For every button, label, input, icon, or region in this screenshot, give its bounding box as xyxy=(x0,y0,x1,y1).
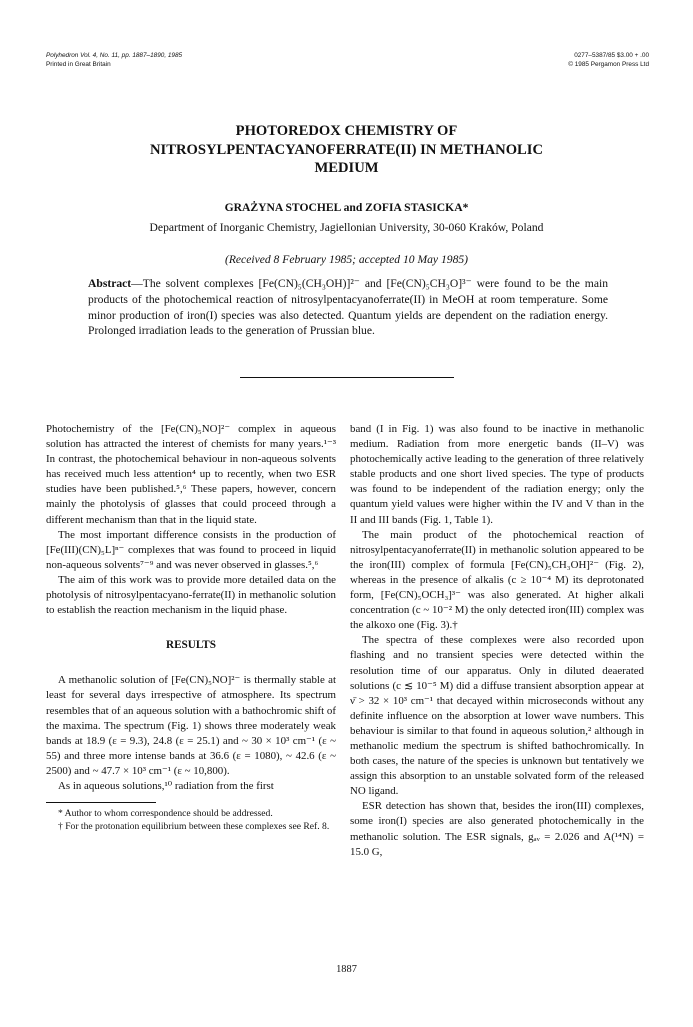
paragraph: The aim of this work was to provide more detailed data on the photolysis of nitrosylpentacyano-ferrate(II) in methanolic solution to establish the reaction mechanism in the liquid phase. xyxy=(46,573,336,617)
title-line-3: MEDIUM xyxy=(314,160,379,176)
paragraph: Photochemistry of the [Fe(CN)₅NO]²⁻ complex in aqueous solution has attracted the interest of chemists for many years.¹⁻³ In contrast, the photochemical behaviour in non-aqueous solvents has received much less attention⁴ up to recently, when two ESR studies have been published.⁵,⁶ These papers, however, concern mainly the photolysis of glasses that could proceed through a different mechanism than that in the liquid state. xyxy=(46,423,336,526)
section-divider xyxy=(240,377,454,378)
footnote: † For the protonation equilibrium between these complexes see Ref. 8. xyxy=(58,820,330,832)
left-column xyxy=(46,422,336,833)
journal-citation xyxy=(46,52,182,69)
title-line-2: NITROSYLPENTACYANOFERRATE(II) IN METHANOLIC xyxy=(150,141,543,158)
abstract-text: —The solvent complexes [Fe(CN)₅(CH₃OH)]²⁻ and [Fe(CN)₅CH₃O]³⁻ were found to be the main products of the photochemical reaction of nitrosylpentacyanoferrate(II) in MeOH at room temperature. Some minor production of iron(I) species was also detected. Quantum yields are dependent on the radiation energy. Prolonged irradiation leads to the generation of Prussian blue. xyxy=(88,277,608,338)
copyright-line: © 1985 Pergamon Press Ltd xyxy=(568,60,649,68)
abstract-label: Abstract xyxy=(88,277,132,290)
paragraph: The most important difference consists in the production of [Fe(III)(CN)₅L]ⁿ⁻ complexes that was found to proceed in liquid non-aqueous solvents⁷⁻⁹ and was never observed in glasses.⁵,⁶ xyxy=(46,528,336,571)
paragraph: As in aqueous solutions,¹⁰ radiation from the first xyxy=(58,779,274,792)
article-title xyxy=(90,122,603,178)
journal-line: Polyhedron Vol. 4, No. 11, pp. 1887–1890, 1985 xyxy=(46,52,183,59)
paragraph: A methanolic solution of [Fe(CN)₅NO]²⁻ is thermally stable at least for several days irrespective of atmosphere. Its spectrum resembles that of an aqueous solution with a bathochromic shift of the maxima. The spectrum (Fig. 1) shows three moderately weak bands at 18.9 (ε = 9.3), 24.8 (ε = 25.1) and ~ 30 × 10³ cm⁻¹ (ε ~ 55) and three more intense bands at 36.6 (ε = 1080), ~ 42.6 (ε ~ 2500) and ~ 47.7 × 10³ cm⁻¹ (ε ~ 10,800). xyxy=(46,674,336,777)
right-column xyxy=(350,422,644,860)
page-number: 1887 xyxy=(336,964,357,975)
section-heading: RESULTS xyxy=(166,639,216,652)
authors: GRAŻYNA STOCHEL and ZOFIA STASICKA* xyxy=(224,201,469,214)
paragraph: ESR detection has shown that, besides the iron(III) complexes, some iron(I) species are also generated photochemically in the methanolic solution. The ESR signals, gₐᵥ = 2.026 and A(¹⁴N) = 15.0 G, xyxy=(350,800,644,858)
footnote-rule xyxy=(46,802,156,803)
publisher-codes xyxy=(568,52,649,69)
price-code: 0277–5387/85 $3.00 + .00 xyxy=(574,52,649,59)
paragraph: The spectra of these complexes were also recorded upon flashing and no transient species were detected within the resolution time of our apparatus. Only in diluted deaerated solutions (c ≲ 10⁻⁵ M) did a diffuse transient absorption appear at ν̄ > 32 × 10³ cm⁻¹ that decayed within microseconds without any definite influence on the absorption at lower wave numbers. This behaviour is similar to that found in aqueous solution,² although in methanolic medium the spectrum is shifted bathochromically. In both cases, the nature of the species is unknown but tentatively we assign this absorption to an unstable solvated form of the released NO ligand. xyxy=(350,634,644,798)
footnote: * Author to whom correspondence should be addressed. xyxy=(58,808,273,820)
title-line-1: PHOTOREDOX CHEMISTRY OF xyxy=(235,123,458,139)
abstract xyxy=(88,276,608,339)
received-dates: (Received 8 February 1985; accepted 10 May 1985) xyxy=(224,253,469,266)
paragraph: band (I in Fig. 1) was also found to be inactive in methanolic medium. Radiation from more energetic bands (II–V) was photochemically active leading to the generation of three relatively stable products and one short lived species. The type of products was found to be independent of the radiation energy; only the quantum yield values were higher within the IV and V than in the II and III bands (Fig. 1, Table 1). xyxy=(350,423,644,526)
affiliation: Department of Inorganic Chemistry, Jagiellonian University, 30-060 Kraków, Poland xyxy=(149,221,544,234)
paragraph: The main product of the photochemical reaction of nitrosylpentacyanoferrate(II) in methanolic solution appeared to be the iron(III) complex of formula [Fe(CN)₅CH₃OH]²⁻ (Fig. 2), whereas in the presence of alkalis (c ≥ 10⁻⁴ M) its deprotonated form, [Fe(CN)₅OCH₃]³⁻ was also generated. At higher alkali concentration (c ~ 10⁻² M) the only detected iron(III) complex was the alkoxo one (Fig. 3).† xyxy=(350,528,644,632)
printed-line: Printed in Great Britain xyxy=(46,60,111,68)
